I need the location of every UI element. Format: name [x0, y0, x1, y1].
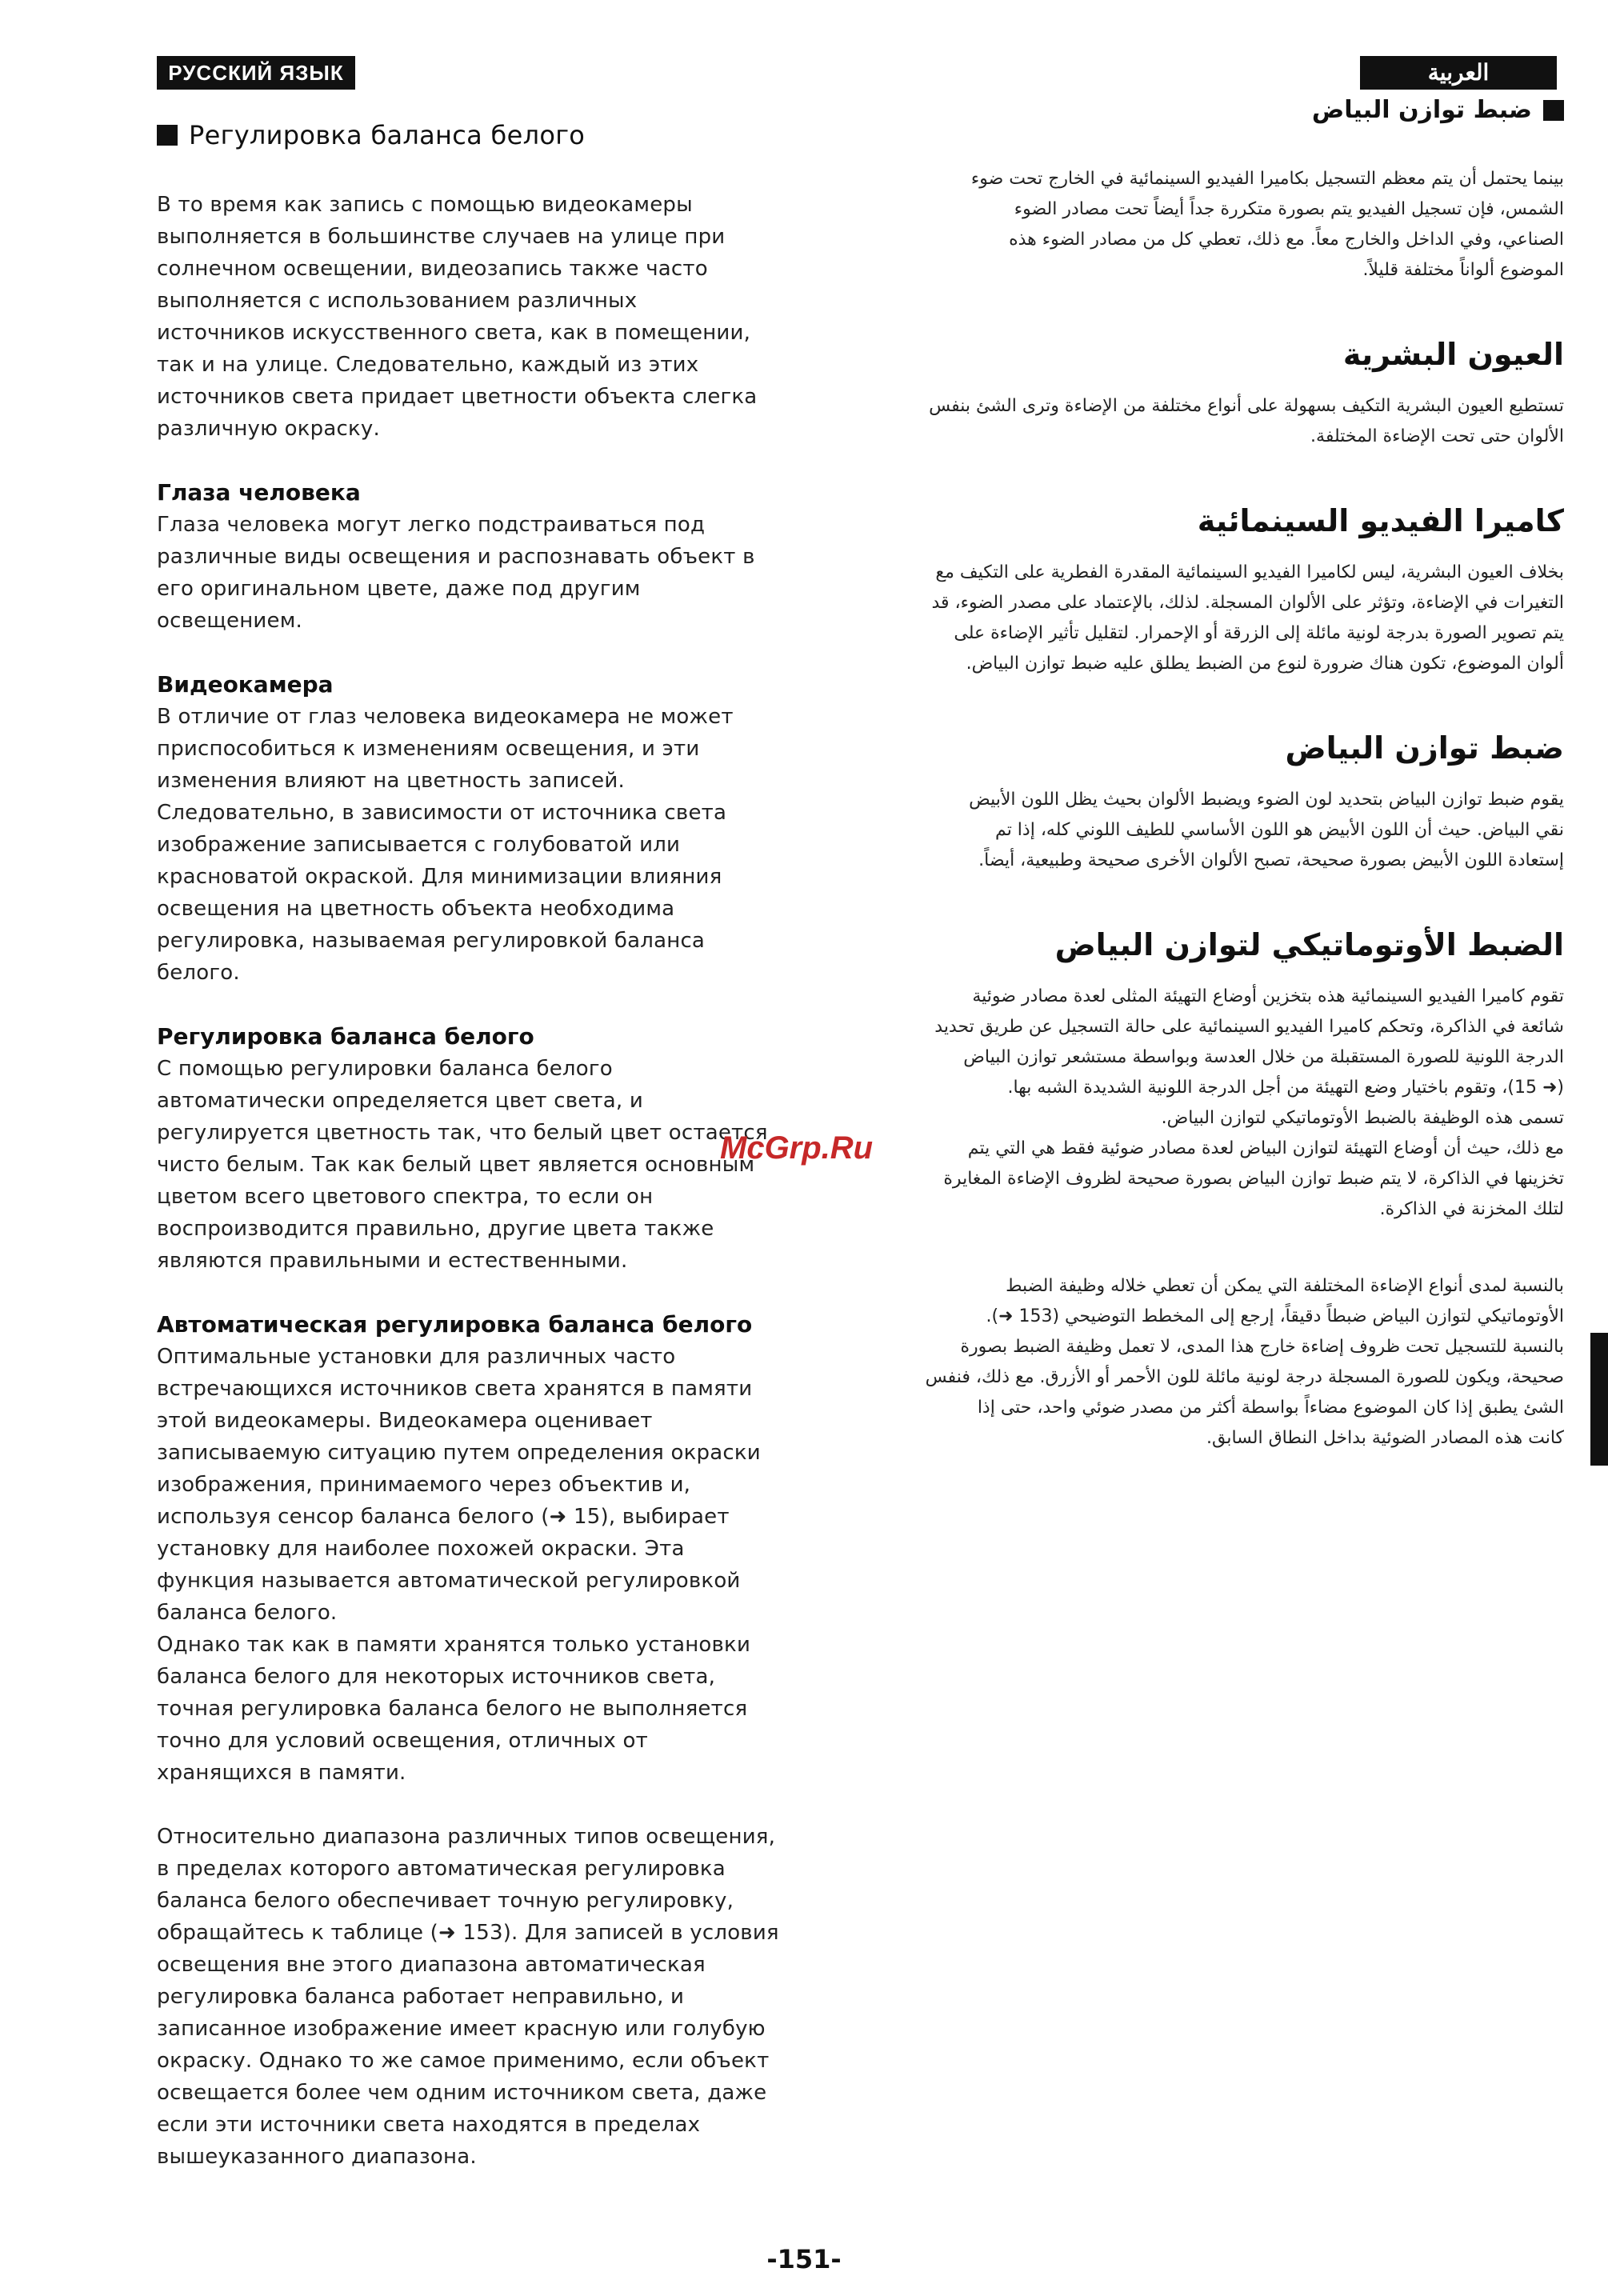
ru-section-body-line: Следовательно, в зависимости от источника света	[157, 801, 727, 825]
ru-section-body-line: баланса белого для некоторых источников света,	[157, 1665, 716, 1689]
ru-section-body-line: различные виды освещения и распознавать объект в	[157, 545, 755, 569]
ru-section-body-line: этой видеокамеры. Видеокамера оценивает	[157, 1409, 653, 1433]
ru-section	[157, 1021, 813, 1309]
ru-section-body-line: приспособиться к изменениям освещения, и эти	[157, 737, 700, 761]
ar-section-body-line: التغيرات في الإضاءة، وتؤثر على الألوان المسجلة. لذلك، بالإعتماد على مصدر الضوء، قد	[931, 593, 1564, 613]
ru-section-body-line: изображения, принимаемого через объектив и,	[157, 1473, 691, 1497]
ar-section	[912, 332, 1564, 498]
ru-section-heading: Регулировка баланса белого	[157, 1023, 534, 1050]
language-tab-russian: РУССКИЙ ЯЗЫК	[157, 56, 355, 90]
ru-intro-line: выполняется в большинстве случаев на улице при	[157, 225, 726, 249]
ar-section-heading: الضبط الأوتوماتيكي لتوازن البياض	[1054, 927, 1564, 962]
ar-section	[912, 498, 1564, 726]
ar-section-body-line: (➜ 15)، وتقوم باختيار وضع التهيئة من أجل الدرجة اللونية الشديدة الشبه بها.	[1007, 1078, 1564, 1098]
ar-intro-line: الموضوع ألواناً مختلفة قليلاً.	[1362, 260, 1564, 280]
ru-section-body-line: Однако так как в памяти хранятся только установки	[157, 1633, 751, 1657]
ru-section-body-line: функция называется автоматической регулировкой	[157, 1569, 741, 1593]
ru-section-body-line: Глаза человека могут легко подстраиваться под	[157, 513, 706, 537]
page-number: -151-	[766, 2244, 842, 2274]
ar-section-heading: العيون البشرية	[1342, 337, 1564, 372]
ru-intro	[157, 189, 813, 445]
russian-column	[157, 120, 813, 2173]
ar-closing-line: الشئ يطبق إذا كان الموضوع مضاءاً بواسطة أكثر من مصدر ضوئي واحد، حتى إذا	[977, 1398, 1564, 1418]
ru-section-title	[157, 120, 813, 150]
ar-closing-line: صحيحة، ويكون للصورة المسجلة درجة لونية مائلة للون الأحمر أو الأزرق. مع ذلك، فنفس	[925, 1367, 1564, 1387]
ru-section-body-line: встречающихся источников света хранятся в памяти	[157, 1377, 753, 1401]
ru-section-body-line: белого.	[157, 961, 240, 985]
ru-closing-line: Относительно диапазона различных типов освещения,	[157, 1825, 776, 1849]
ar-section	[912, 726, 1564, 922]
ru-closing-line: обращайтесь к таблице (➜ 153). Для записей в условия	[157, 1921, 779, 1945]
ru-intro-line: различную окраску.	[157, 417, 380, 441]
ar-section-body-line: تقوم كاميرا الفيديو السينمائية هذه بتخزين أوضاع التهيئة المثلى لعدة مصادر ضوئية	[972, 986, 1564, 1006]
ar-section-body-line: مع ذلك، حيث أن أوضاع التهيئة لتوازن البياض لعدة مصادر ضوئية فقط هي التي يتم	[967, 1138, 1564, 1158]
ar-section-body-line: بخلاف العيون البشرية، ليس لكاميرا الفيديو السينمائية المقدرة الفطرية على التكيف مع	[935, 562, 1564, 582]
ru-section-body-line: освещением.	[157, 609, 302, 633]
ar-section-body-line: تخزينها في الذاكرة، لا يتم ضبط توازن البياض بصورة صحيحة لظروف الإضاءة المغايرة	[943, 1169, 1564, 1189]
ar-intro	[912, 164, 1564, 286]
ru-section	[157, 669, 813, 1021]
ru-section-heading: Автоматическая регулировка баланса белого	[157, 1311, 753, 1338]
ru-closing-line: в пределах которого автоматическая регулировка	[157, 1857, 726, 1881]
ar-section-heading: كاميرا الفيديو السينمائية	[1197, 503, 1564, 538]
ru-section-body-line: С помощью регулировки баланса белого	[157, 1057, 613, 1081]
ru-section-body-line: В отличие от глаз человека видеокамера не может	[157, 705, 734, 729]
ru-section-body-line: хранящихся в памяти.	[157, 1761, 406, 1785]
ru-section	[157, 477, 813, 669]
ar-section-body-line: إستعادة اللون الأبيض بصورة صحيحة، تصبح الألوان الأخرى صحيحة وطبيعية، أيضاً.	[978, 850, 1564, 870]
ru-section-body-line: воспроизводится правильно, другие цвета также	[157, 1217, 714, 1241]
ru-section-body-line: автоматически определяется цвет света, и	[157, 1089, 643, 1113]
ru-section	[157, 1309, 813, 1821]
ru-section-body-line: записываемую ситуацию путем определения окраски	[157, 1441, 761, 1465]
ar-sections	[912, 332, 1564, 1271]
ru-closing-line: записанное изображение имеет красную или голубую	[157, 2017, 766, 2041]
language-tab-arabic: العربية	[1360, 56, 1557, 90]
ar-title-text: ضبط توازن البياض	[1311, 96, 1532, 124]
watermark: McGrp.Ru	[720, 1130, 874, 1166]
ru-section-body-line: освещения на цветность объекта необходима	[157, 897, 675, 921]
ru-closing-line: баланса белого обеспечивает точную регулировку,	[157, 1889, 734, 1913]
ar-section-title	[912, 96, 1564, 124]
ru-section-body-line: баланса белого.	[157, 1601, 338, 1625]
ar-section-body-line: نقي البياض. حيث أن اللون الأبيض هو اللون الأساسي للطيف اللوني كله، إذا تم	[995, 820, 1564, 840]
ar-closing-line: الأوتوماتيكي لتوازن البياض ضبطاً دقيقاً، إرجع إلى المخطط التوضيحي (153 ➜).	[986, 1306, 1564, 1326]
ru-section-body-line: Оптимальные установки для различных часто	[157, 1345, 676, 1369]
ru-section-body-line: точно для условий освещения, отличных от	[157, 1729, 648, 1753]
ru-intro-line: В то время как запись с помощью видеокамеры	[157, 193, 693, 217]
ru-title-text: Регулировка баланса белого	[189, 120, 586, 150]
ar-section-body-line: تسمى هذه الوظيفة بالضبط الأوتوماتيكي لتوازن البياض.	[1161, 1108, 1564, 1128]
ru-section-body-line: регулируется цветность так, что белый цвет остается	[157, 1121, 768, 1145]
ru-sections	[157, 477, 813, 1821]
ru-section-body-line: его оригинальном цвете, даже под другим	[157, 577, 641, 601]
ru-section-body-line: используя сенсор баланса белого (➜ 15), выбирает	[157, 1505, 730, 1529]
ar-section-body-line: الدرجة اللونية للصورة المستقبلة من خلال العدسة وبواسطة مستشعر توازن البياض	[963, 1047, 1564, 1067]
ar-section-body-line: يقوم ضبط توازن البياض بتحديد لون الضوء ويضبط الألوان بحيث يظل اللون الأبيض	[969, 790, 1564, 810]
ar-intro-line: بينما يحتمل أن يتم معظم التسجيل بكاميرا الفيديو السينمائية في الخارج تحت ضوء	[970, 169, 1564, 189]
ar-section-body-line: الألوان حتى تحت الإضاءة المختلفة.	[1310, 426, 1564, 446]
ru-section-body-line: изображение записывается с голубоватой или	[157, 833, 681, 857]
ru-intro-line: источников света придает цветности объекта слегка	[157, 385, 758, 409]
ar-section-body-line: شائعة في الذاكرة، وتحكم كاميرا الفيديو السينمائية على حالة التسجيل عن طريق تحديد	[934, 1017, 1564, 1037]
ru-section-body-line: цветом всего цветового спектра, то если он	[157, 1185, 654, 1209]
ru-section-body-line: являются правильными и естественными.	[157, 1249, 628, 1273]
ar-section-body-line: ألوان الموضوع، تكون هناك ضرورة لنوع من الضبط يطلق عليه ضبط توازن البياض.	[966, 654, 1564, 674]
ru-closing-line: вышеуказанного диапазона.	[157, 2145, 477, 2169]
ar-section	[912, 922, 1564, 1271]
ar-closing-line: كانت هذه المصادر الضوئية بداخل النطاق السابق.	[1206, 1428, 1564, 1448]
ru-section-heading: Видеокамера	[157, 671, 334, 698]
ru-section-body-line: установку для наиболее похожей окраски. Эта	[157, 1537, 685, 1561]
ru-section-body-line: изменения влияют на цветность записей.	[157, 769, 625, 793]
ru-intro-line: выполняется с использованием различных	[157, 289, 638, 313]
ru-section-heading: Глаза человека	[157, 479, 361, 506]
ar-section-body-line: لتلك المخزنة في الذاكرة.	[1379, 1199, 1564, 1219]
ru-intro-line: так и на улице. Следовательно, каждый из этих	[157, 353, 699, 377]
ru-intro-line: источников искусственного света, как в помещении,	[157, 321, 751, 345]
ru-closing-line: если эти источники света находятся в пределах	[157, 2113, 701, 2137]
ar-section-body-line: تستطيع العيون البشرية التكيف بسهولة على أنواع مختلفة من الإضاءة وترى الشئ بنفس	[929, 396, 1564, 416]
ru-section-body-line: красноватой окраской. Для минимизации влияния	[157, 865, 722, 889]
arabic-column	[912, 96, 1564, 1454]
ar-closing	[912, 1271, 1564, 1454]
ru-closing	[157, 1821, 813, 2173]
ar-section-body-line: يتم تصوير الصورة بدرجة لونية مائلة إلى الزرقة أو الإحمرار. لتقليل تأثير الإضاءة على	[954, 623, 1564, 643]
square-bullet-icon	[1543, 100, 1564, 121]
ar-intro-line: الصناعي، وفي الداخل والخارج معاً. مع ذلك، تعطي كل من مصادر الضوء هذه	[1009, 230, 1564, 250]
ar-intro-line: الشمس، فإن تسجيل الفيديو يتم بصورة متكررة جداً أيضاً تحت مصادر الضوء	[1014, 199, 1564, 219]
ru-intro-line: солнечном освещении, видеозапись также часто	[157, 257, 708, 281]
square-bullet-icon	[157, 125, 178, 146]
ru-section-body-line: точная регулировка баланса белого не выполняется	[157, 1697, 748, 1721]
ar-closing-line: بالنسبة للتسجيل تحت ظروف إضاءة خارج هذا المدى، لا تعمل وظيفة الضبط بصورة	[960, 1337, 1564, 1357]
ar-section-heading: ضبط توازن البياض	[1285, 730, 1564, 766]
ru-closing-line: освещается более чем одним источником света, даже	[157, 2081, 767, 2105]
ru-section-body-line: регулировка, называемая регулировкой баланса	[157, 929, 706, 953]
ar-closing-line: بالنسبة لمدى أنواع الإضاءة المختلفة التي يمكن أن تعطي خلاله وظيفة الضبط	[1006, 1276, 1564, 1296]
ru-closing-line: окраску. Однако то же самое применимо, если объект	[157, 2049, 770, 2073]
ru-closing-line: освещения вне этого диапазона автоматическая	[157, 1953, 706, 1977]
page-edge-tab	[1590, 1333, 1608, 1466]
ru-closing-line: регулировка баланса работает неправильно, и	[157, 1985, 685, 2009]
ru-section-body-line: чисто белым. Так как белый цвет является основным	[157, 1153, 755, 1177]
